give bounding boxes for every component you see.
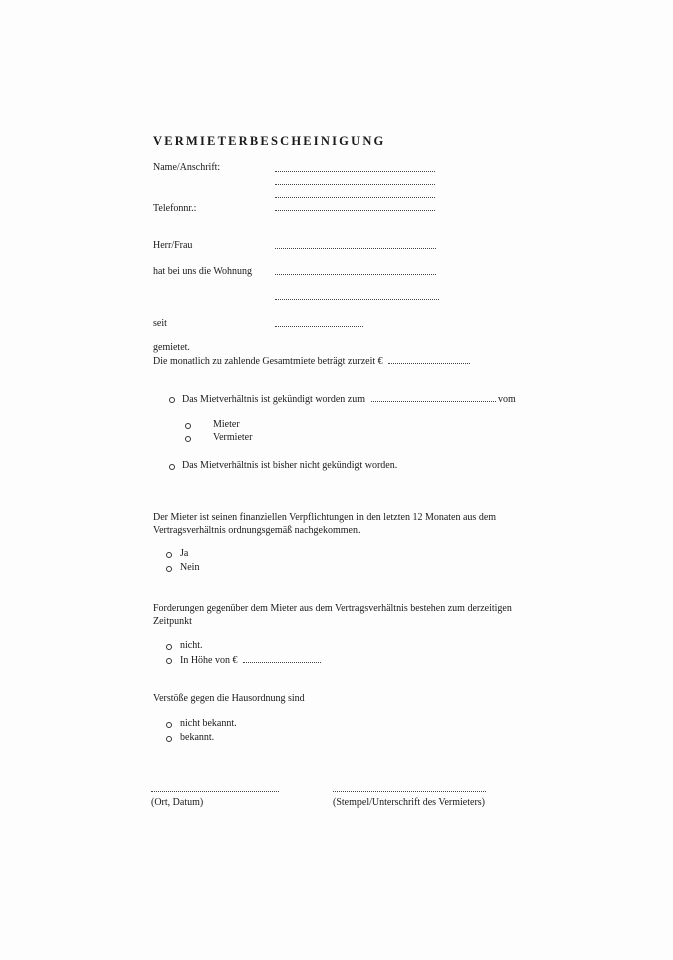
apartment-line-1[interactable]: [275, 273, 436, 275]
no-radio[interactable]: [166, 566, 172, 572]
phone-line[interactable]: [275, 209, 435, 211]
violations-unknown-radio[interactable]: [166, 722, 172, 728]
by-tenant-label: Mieter: [213, 419, 240, 430]
tenant-name-line[interactable]: [275, 247, 436, 249]
claims-none-label: nicht.: [180, 640, 203, 651]
place-date-label: (Ort, Datum): [151, 797, 204, 808]
tenant-name-label: Herr/Frau: [153, 240, 193, 251]
terminated-date-line[interactable]: [371, 393, 496, 402]
claims-amount-line[interactable]: [243, 654, 321, 663]
phone-label: Telefonnr.:: [153, 203, 197, 214]
signature-label: (Stempel/Unterschrift des Vermieters): [333, 797, 485, 808]
name-address-line-3[interactable]: [275, 196, 435, 198]
claims-text-1: Forderungen gegenüber dem Mieter aus dem Vertragsverhältnis bestehen zum derzeitigen: [153, 603, 512, 614]
apartment-label: hat bei uns die Wohnung: [153, 266, 252, 277]
claims-text-2: Zeitpunkt: [153, 616, 192, 627]
terminated-radio[interactable]: [169, 397, 175, 403]
apartment-line-2[interactable]: [275, 298, 439, 300]
since-label: seit: [153, 318, 167, 329]
no-label: Nein: [180, 562, 200, 573]
obligations-text-2: Vertragsverhältnis ordnungsgemäß nachgekommen.: [153, 525, 361, 536]
not-terminated-radio[interactable]: [169, 464, 175, 470]
rent-text: Die monatlich zu zahlende Gesamtmiete beträgt zurzeit €: [153, 356, 383, 367]
claims-amount-radio[interactable]: [166, 658, 172, 664]
by-tenant-radio[interactable]: [185, 423, 191, 429]
violations-known-label: bekannt.: [180, 732, 215, 743]
terminated-text: Das Mietverhältnis ist gekündigt worden zum: [182, 394, 366, 405]
name-address-line-2[interactable]: [275, 183, 435, 185]
claims-amount-row: [180, 654, 321, 667]
obligations-text-1: Der Mieter ist seinen finanziellen Verpflichtungen in den letzten 12 Monaten aus dem: [153, 512, 497, 523]
yes-label: Ja: [180, 548, 189, 559]
rent-row: [153, 355, 470, 368]
document-title: VERMIETERBESCHEINIGUNG: [153, 134, 386, 148]
by-landlord-radio[interactable]: [185, 436, 191, 442]
rent-amount-line[interactable]: [388, 355, 470, 364]
violations-text: Verstöße gegen die Hausordnung sind: [153, 693, 305, 704]
name-address-line-1[interactable]: [275, 170, 435, 172]
claims-none-radio[interactable]: [166, 644, 172, 650]
place-date-line[interactable]: [151, 790, 279, 792]
vom-text: vom: [498, 394, 516, 405]
name-address-label: Name/Anschrift:: [153, 162, 221, 173]
since-line[interactable]: [275, 325, 363, 327]
claims-amount-label: In Höhe von €: [180, 655, 238, 666]
yes-radio[interactable]: [166, 552, 172, 558]
by-landlord-label: Vermieter: [213, 432, 253, 443]
terminated-row: [182, 393, 516, 406]
rented-text: gemietet.: [153, 342, 190, 353]
violations-unknown-label: nicht bekannt.: [180, 718, 237, 729]
not-terminated-label: Das Mietverhältnis ist bisher nicht gekündigt worden.: [182, 460, 398, 471]
signature-line[interactable]: [333, 790, 486, 792]
violations-known-radio[interactable]: [166, 736, 172, 742]
